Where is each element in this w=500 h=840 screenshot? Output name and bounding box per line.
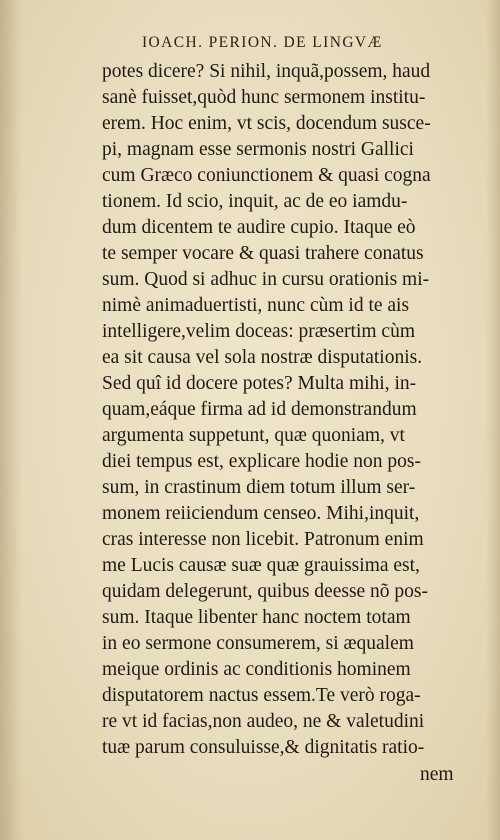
text-line: argumenta suppetunt, quæ quoniam, vt	[102, 425, 405, 446]
text-line: sum. Quod si adhuc in cursu orationis mi-	[102, 269, 430, 290]
text-line: tuæ parum consuluisse,& dignitatis ratio-	[102, 737, 425, 758]
text-line: Sed quî id docere potes? Multa mihi, in-	[102, 373, 417, 394]
text-line: pi, magnam esse sermonis nostri Gallici	[102, 139, 414, 160]
page-edge-shadow	[486, 0, 500, 840]
text-line: disputatorem nactus essem.Te verò roga-	[102, 685, 421, 706]
text-line: sum, in crastinum diem totum illum ser-	[102, 477, 416, 498]
text-line: quidam delegerunt, quibus deesse nõ pos-	[102, 581, 429, 602]
text-line: sanè fuisset,quòd hunc sermonem institu-	[102, 87, 426, 108]
text-line: potes dicere? Si nihil, inquã,possem, haud	[102, 61, 431, 82]
text-line: dum dicentem te audire cupio. Itaque eò	[102, 217, 416, 238]
text-line: cras interesse non licebit. Patronum enim	[102, 529, 424, 550]
text-line: ea sit causa vel sola nostræ disputationis.	[102, 347, 423, 368]
text-line: tionem. Id scio, inquit, ac de eo iamdu-	[102, 191, 408, 212]
text-line: quam,eáque firma ad id demonstrandum	[102, 399, 417, 420]
text-line: cum Græco coniunctionem & quasi cogna	[102, 165, 431, 186]
text-line: in eo sermone consumerem, si æqualem	[102, 633, 414, 654]
text-line: meique ordinis ac conditionis hominem	[102, 659, 411, 680]
text-line: me Lucis causæ suæ quæ grauissima est,	[102, 555, 420, 576]
text-line: intelligere,velim doceas: præsertim cùm	[102, 321, 415, 342]
text-line: te semper vocare & quasi trahere conatus	[102, 243, 424, 264]
text-line: sum. Itaque libenter hanc noctem totam	[102, 607, 411, 628]
running-head: IOACH. PERION. DE LINGVÆ	[142, 34, 383, 51]
text-line: diei tempus est, explicare hodie non pos-	[102, 451, 421, 472]
text-line: erem. Hoc enim, vt scis, docendum susce-	[102, 113, 431, 134]
catchword: nem	[420, 764, 454, 785]
gutter-shadow	[0, 0, 22, 840]
text-line: re vt id facias,non audeo, ne & valetudini	[102, 711, 425, 732]
text-line: monem reiiciendum censeo. Mihi,inquit,	[102, 503, 420, 524]
text-line: nimè animaduertisti, nunc cùm id te ais	[102, 295, 410, 316]
